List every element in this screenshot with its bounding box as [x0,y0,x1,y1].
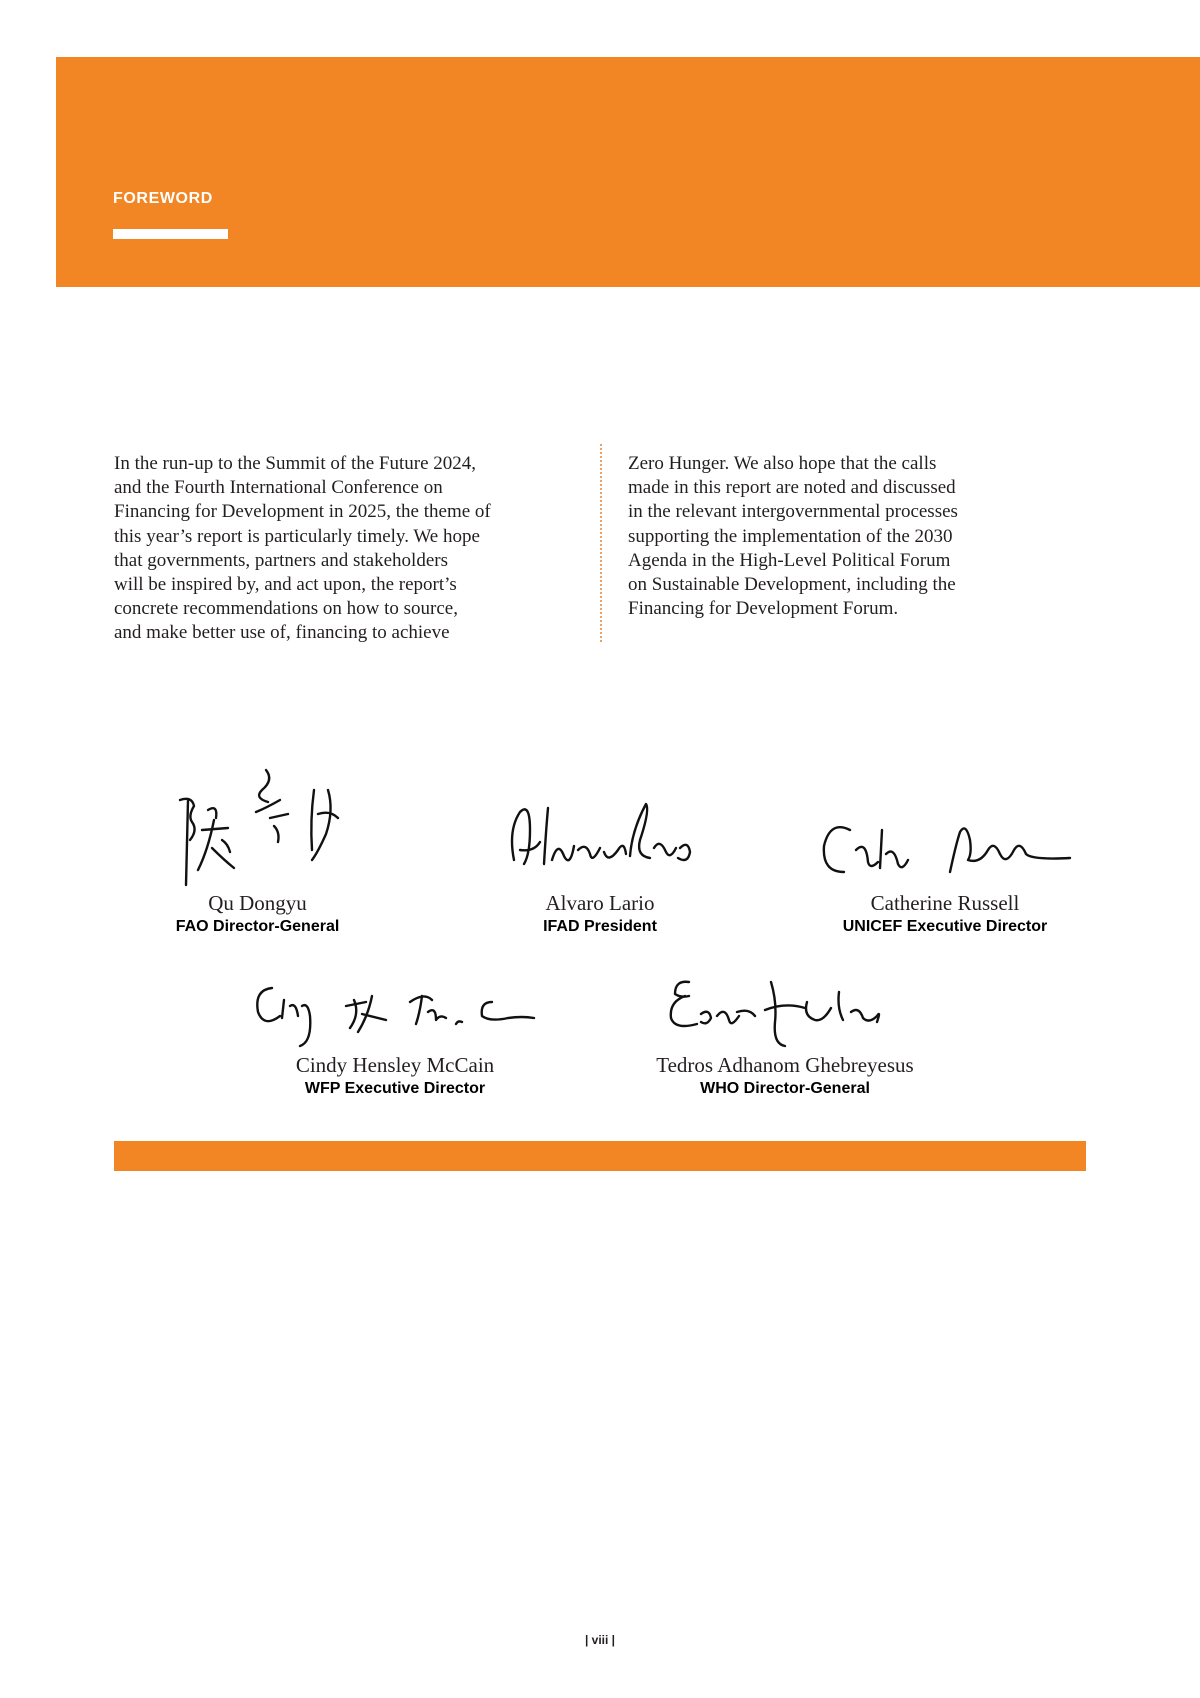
body-line: and make better use of, financing to achieve [114,622,450,644]
body-line: Financing for Development in 2025, the theme of [114,501,491,523]
signature-image [645,972,925,1052]
body-line: In the run-up to the Summit of the Future 2024, [114,453,477,474]
column-divider [600,444,602,642]
signature-image [250,972,540,1052]
body-line: supporting the implementation of the 2030 [628,525,953,547]
signatory-title: WHO Director-General [700,1080,870,1097]
signatory-name: Qu Dongyu [208,891,307,915]
signature-image [810,810,1080,890]
body-line: in the relevant intergovernmental processes [628,501,958,523]
signatory-name: Tedros Adhanom Ghebreyesus [656,1053,914,1077]
signatory-block [810,810,1080,938]
body-line: that governments, partners and stakeholders [114,549,448,571]
body-line: this year’s report is particularly timely. We hope [114,525,480,547]
section-label: FOREWORD [113,190,213,207]
signature-image [158,760,358,890]
signature-image [500,790,700,890]
signatory-name: Catherine Russell [870,891,1020,915]
signatory-title: UNICEF Executive Director [842,918,1048,935]
body-right-column [628,452,1078,621]
section-underline [113,229,228,239]
body-line: will be inspired by, and act upon, the report’s [114,574,457,596]
signatory-block [150,760,365,938]
footer-band [114,1141,1086,1171]
body-line: Zero Hunger. We also hope that the calls [628,453,937,474]
page-number: | viii | [584,1633,616,1647]
signatory-block [250,972,540,1100]
header-band [56,57,1200,287]
signatory-title: WFP Executive Director [304,1080,486,1097]
signatory-title: FAO Director-General [175,918,340,935]
signatory-title: IFAD President [543,918,657,935]
body-line: and the Fourth International Conference on [114,477,443,499]
signatory-name: Alvaro Lario [545,891,655,915]
signatory-name: Cindy Hensley McCain [295,1053,495,1077]
signatory-block [490,790,710,938]
body-left-column [114,452,574,646]
body-line: made in this report are noted and discussed [628,477,956,499]
signatory-block [625,972,945,1100]
body-line: Agenda in the High-Level Political Forum [628,549,951,571]
body-line: on Sustainable Development, including the [628,574,956,596]
body-line: concrete recommendations on how to source, [114,598,458,620]
body-line: Financing for Development Forum. [628,598,899,620]
